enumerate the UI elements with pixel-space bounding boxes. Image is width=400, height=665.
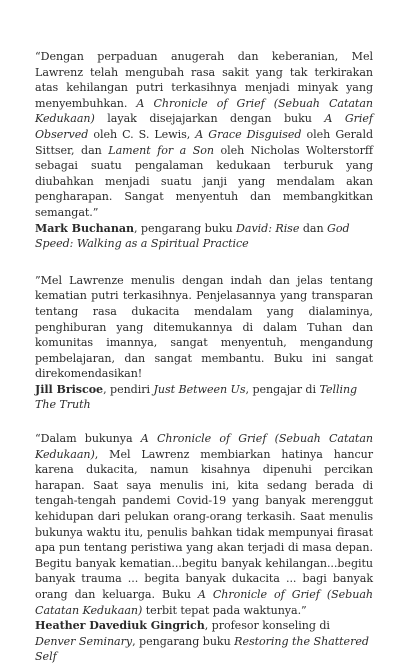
endorsements-page	[35, 49, 373, 665]
italic-title: Telling The Truth	[35, 382, 358, 412]
italic-title: A Grief Observed	[35, 112, 373, 141]
italic-title: A Chronicle of Grief (Sebuah Catatan Kedukaan)	[35, 588, 373, 617]
italic-title: A Grace Disguised	[195, 127, 302, 141]
endorsement-quote	[35, 431, 373, 618]
text-run: oleh Nicholas Wolterstorff sebagai suatu pengalaman kedukaan terburuk yang diubahkan menjadi suatu janji yang mendalam akan pengharapan. Sangat menyentuh dan membangkitkan semangat.”	[35, 143, 373, 219]
italic-title: David: Rise	[236, 221, 300, 235]
text-run: ”Mel Lawrenze menulis dengan indah dan jelas tentang kematian putri terkasihnya. Penjelasannya yang transparan tentang rasa dukacita mendalam yang dialaminya, penghiburan yang ditemukannya di dalam Tuhan dan komunitas imannya, sangat menyentuh, mengandung pembelajaran, dan sangat membantu. Buku ini sangat direkomendasikan!	[35, 273, 373, 381]
endorsement-3	[35, 431, 373, 665]
text-run: dan	[299, 221, 328, 235]
text-run: , pendiri	[103, 382, 154, 396]
author-name: Mark Buchanan	[35, 221, 134, 235]
endorsement-attribution	[35, 221, 373, 252]
author-name: Heather Davediuk Gingrich	[35, 619, 205, 633]
text-run: terbit tepat pada waktunya.”	[142, 603, 307, 617]
endorsement-attribution	[35, 382, 373, 413]
author-name: Jill Briscoe	[35, 382, 104, 396]
text-run: , pengarang buku	[132, 634, 235, 648]
endorsement-quote	[35, 273, 373, 382]
text-run: layak disejajarkan dengan buku	[94, 112, 325, 126]
spacer	[35, 413, 373, 431]
italic-title: A Chronicle of Grief (Sebuah Catatan Kedukaan)	[35, 96, 373, 126]
text-run: , pengarang buku	[133, 221, 237, 235]
endorsement-2	[35, 273, 373, 413]
italic-title: Denver Seminary	[35, 634, 133, 648]
endorsement-attribution	[35, 618, 373, 665]
italic-title: Lament for a Son	[108, 143, 214, 157]
text-run: , pengajar di	[245, 382, 320, 396]
italic-title: Just Between Us	[153, 382, 246, 396]
text-run: “Dalam bukunya	[35, 432, 141, 446]
endorsement-quote	[35, 49, 373, 221]
text-run: oleh Gerald Sittser, dan	[35, 127, 374, 157]
spacer	[35, 252, 373, 273]
italic-title: God Speed: Walking as a Spiritual Practice	[35, 221, 350, 251]
text-run: oleh C. S. Lewis,	[88, 127, 196, 141]
endorsement-1	[35, 49, 373, 252]
text-run: , profesor konseling di	[204, 619, 330, 633]
italic-title: A Chronicle of Grief (Sebuah Catatan Kedukaan)	[35, 432, 373, 461]
text-run: , Mel Lawrenz membiarkan hatinya hancur karena dukacita, namun kisahnya dipenuhi percikan harapan. Saat saya menulis ini, kita sedang berada di tengah-tengah pandemi Covid-19 yang banyak merenggut kehidupan dari pelukan orang-orang terkasih. Saat menulis bukunya waktu itu, penulis bahkan tidak mempunyai firasat apa pun tentang peristiwa yang akan terjadi di masa depan. Begitu banyak kematian...begitu banyak kehilangan...begitu banyak trauma ... begita banyak dukacita ... bagi banyak orang dan keluarga. Buku	[35, 447, 373, 601]
italic-title: Restoring the Shattered Self	[35, 634, 369, 664]
text-run: “Dengan perpaduan anugerah dan keberanian, Mel Lawrenz telah mengubah rasa sakit yang tak terkirakan atas kehilangan putri terkasihnya menjadi minyak yang menyembuhkan.	[35, 50, 373, 110]
